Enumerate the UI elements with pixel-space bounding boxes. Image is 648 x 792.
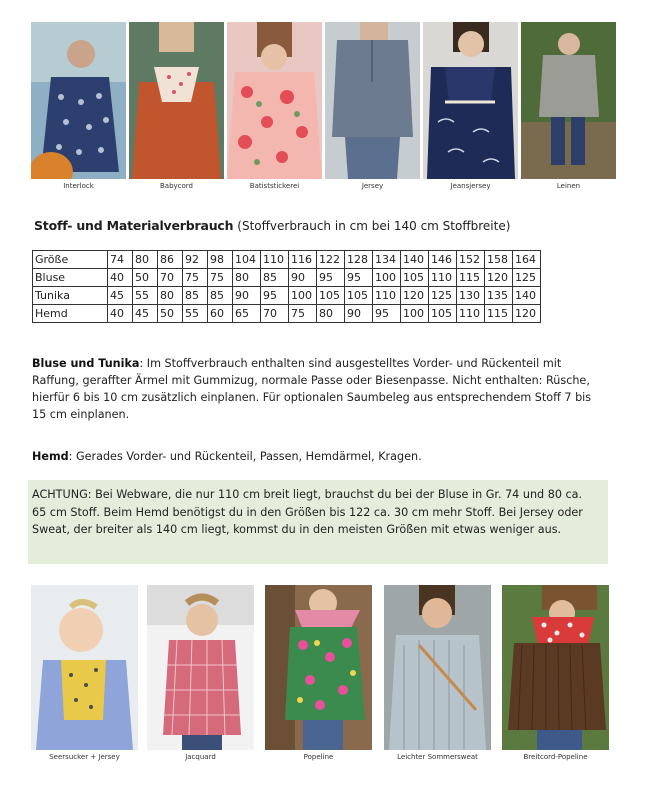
fabric-usage-table — [32, 250, 541, 323]
table-row — [33, 305, 541, 323]
table-cell: 100 — [373, 269, 401, 287]
table-header-cell: 122 — [317, 251, 345, 269]
table-cell: 135 — [485, 287, 513, 305]
caption-jeansjersey: Jeansjersey — [450, 182, 491, 190]
table-cell: 105 — [429, 305, 457, 323]
table-cell: 120 — [401, 287, 429, 305]
table-header-cell: 140 — [401, 251, 429, 269]
table-cell: 120 — [513, 305, 541, 323]
warning-text: ACHTUNG: Bei Webware, die nur 110 cm breit liegt, brauchst du bei der Bluse in Gr. 74 und 80 ca. 65 cm Stoff. Beim Hemd benötigst du in den Größen bis 122 ca. 30 cm mehr Stoff. Bei Jersey oder Sweat, der breiter als 140 cm liegt, kommst du in den meisten Größen mit etwas weniger aus. — [32, 488, 583, 536]
photo-breitcord-popeline — [502, 585, 609, 750]
table-cell: 105 — [345, 287, 373, 305]
table-cell: 80 — [233, 269, 261, 287]
section-title — [34, 218, 510, 233]
table-cell: 80 — [158, 287, 183, 305]
table-header-cell: Größe — [33, 251, 108, 269]
table-cell: 125 — [513, 269, 541, 287]
table-header-cell: 98 — [208, 251, 233, 269]
table-cell: Tunika — [33, 287, 108, 305]
table-cell: 115 — [457, 269, 485, 287]
table-row — [33, 269, 541, 287]
caption-jersey: Jersey — [361, 182, 384, 190]
section-title-main: Stoff- und Materialverbrauch — [34, 218, 234, 233]
table-cell: Bluse — [33, 269, 108, 287]
table-header-cell: 104 — [233, 251, 261, 269]
table-header-cell: 158 — [485, 251, 513, 269]
photo-interlock — [31, 22, 126, 179]
caption-leinen: Leinen — [556, 182, 581, 190]
table-cell: 140 — [513, 287, 541, 305]
caption-leichter-sommersweat: Leichter Sommersweat — [397, 753, 478, 761]
table-cell: 70 — [158, 269, 183, 287]
caption-babycord: Babycord — [159, 182, 193, 190]
table-cell: 115 — [485, 305, 513, 323]
table-cell: 105 — [317, 287, 345, 305]
table-cell: 95 — [261, 287, 289, 305]
table-cell: 55 — [133, 287, 158, 305]
table-cell: 130 — [457, 287, 485, 305]
table-cell: 95 — [317, 269, 345, 287]
caption-batiststickerei: Batiststickerei — [249, 182, 300, 190]
photo-popeline — [265, 585, 372, 750]
table-header-cell: 146 — [429, 251, 457, 269]
table-header-cell: 110 — [261, 251, 289, 269]
table-cell: 125 — [429, 287, 457, 305]
table-cell: 100 — [289, 287, 317, 305]
table-header-cell: 164 — [513, 251, 541, 269]
caption-interlock: Interlock — [63, 182, 94, 190]
table-cell: 65 — [233, 305, 261, 323]
photo-batiststickerei — [227, 22, 322, 179]
photo-jeansjersey — [423, 22, 518, 179]
hemd-label: Hemd — [32, 450, 69, 463]
table-header-cell: 86 — [158, 251, 183, 269]
photo-jacquard — [147, 585, 254, 750]
table-cell: 110 — [457, 305, 485, 323]
table-header-cell: 152 — [457, 251, 485, 269]
table-cell: 60 — [208, 305, 233, 323]
table-cell: 95 — [345, 269, 373, 287]
table-cell: 90 — [345, 305, 373, 323]
table-cell: Hemd — [33, 305, 108, 323]
table-cell: 95 — [373, 305, 401, 323]
table-cell: 110 — [373, 287, 401, 305]
table-cell: 85 — [208, 287, 233, 305]
table-header-cell: 92 — [183, 251, 208, 269]
table-cell: 40 — [108, 269, 133, 287]
table-cell: 110 — [429, 269, 457, 287]
table-cell: 45 — [108, 287, 133, 305]
table-cell: 40 — [108, 305, 133, 323]
table-cell: 75 — [289, 305, 317, 323]
hemd-paragraph — [32, 448, 592, 465]
table-cell: 105 — [401, 269, 429, 287]
table-cell: 85 — [183, 287, 208, 305]
table-header-row — [33, 251, 541, 269]
table-cell: 90 — [289, 269, 317, 287]
bluse-tunika-paragraph — [32, 355, 592, 423]
table-cell: 55 — [183, 305, 208, 323]
section-subtitle: (Stoffverbrauch in cm bei 140 cm Stoffbreite) — [237, 219, 511, 233]
caption-seersucker-jersey: Seersucker + Jersey — [49, 753, 120, 761]
table-cell: 85 — [261, 269, 289, 287]
photo-leichter-sommersweat — [384, 585, 491, 750]
caption-jacquard: Jacquard — [185, 753, 216, 761]
table-cell: 75 — [183, 269, 208, 287]
bluse-tunika-label: Bluse und Tunika — [32, 357, 140, 370]
table-header-cell: 134 — [373, 251, 401, 269]
table-header-cell: 74 — [108, 251, 133, 269]
photo-seersucker-jersey — [31, 585, 138, 750]
table-cell: 75 — [208, 269, 233, 287]
hemd-text: : Gerades Vorder- und Rückenteil, Passen, Hemdärmel, Kragen. — [68, 450, 422, 463]
table-cell: 50 — [133, 269, 158, 287]
caption-popeline: Popeline — [303, 753, 334, 761]
table-header-cell: 116 — [289, 251, 317, 269]
caption-breitcord-popeline: Breitcord-Popeline — [523, 753, 588, 761]
table-cell: 70 — [261, 305, 289, 323]
bluse-tunika-text: : Im Stoffverbrauch enthalten sind ausgestelltes Vorder- und Rückenteil mit Raffung, geraffter Ärmel mit Gummizug, normale Passe oder Biesenpasse. Nicht enthalten: Rüsche, hierfür 6 bis 10 cm zusätzlich einplanen. Für optionalen Saumbeleg aus entsprechendem Stoff 7 bis 15 cm einplanen. — [32, 357, 592, 421]
table-header-cell: 128 — [345, 251, 373, 269]
table-row — [33, 287, 541, 305]
table-cell: 120 — [485, 269, 513, 287]
table-cell: 100 — [401, 305, 429, 323]
table-cell: 45 — [133, 305, 158, 323]
photo-leinen — [521, 22, 616, 179]
table-cell: 80 — [317, 305, 345, 323]
photo-babycord — [129, 22, 224, 179]
table-cell: 50 — [158, 305, 183, 323]
photo-jersey — [325, 22, 420, 179]
table-cell: 90 — [233, 287, 261, 305]
table-header-cell: 80 — [133, 251, 158, 269]
